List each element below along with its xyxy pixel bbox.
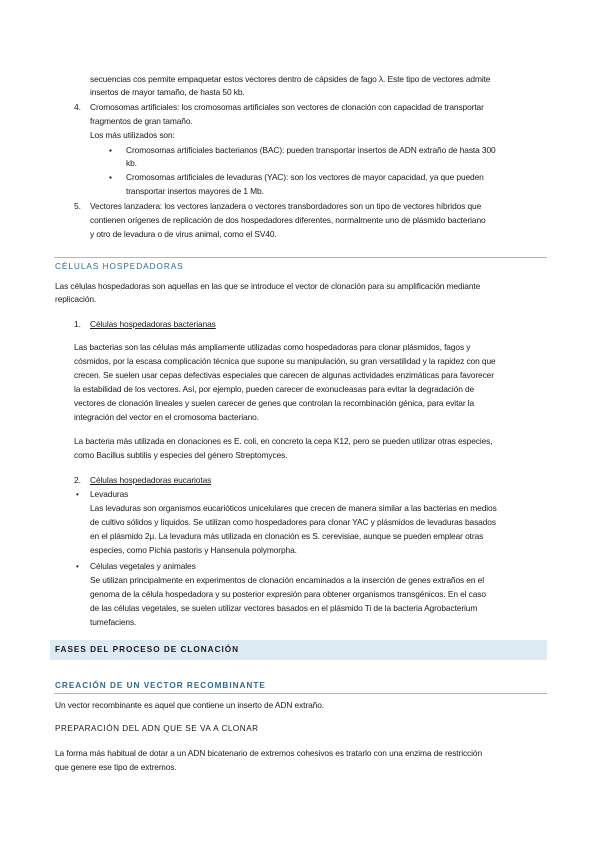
text-line: fragmentos de gran tamaño. xyxy=(90,116,193,126)
round-bullet-icon: • xyxy=(76,562,79,571)
text-line: kb. xyxy=(126,158,137,168)
text-line: Cromosomas artificiales: los cromosomas artificiales son vectores de clonación con capacidad de transportar xyxy=(90,102,484,112)
text-line: Las bacterias son las células más ampliamente utilizadas como hospedadoras para clonar plásmidos, fagos y xyxy=(74,342,471,352)
list-number: 2. xyxy=(74,475,81,485)
subsection-title: PREPARACIÓN DEL ADN QUE SE VA A CLONAR xyxy=(55,724,259,733)
text-line: integración del vector en el cromosoma bacteriano. xyxy=(74,412,259,422)
text-line: la estabilidad de los vectores. Así, por ejemplo, pueden carecer de exonucleasas para evitar la degradación de xyxy=(74,384,475,394)
square-bullet-icon: ▪ xyxy=(109,146,112,155)
subsection-heading: Células hospedadoras bacterianas xyxy=(90,319,216,329)
text-line: crecen. Se suelen usar cepas defectivas especiales que carecen de algunas actividades enzimáticas para favorecer xyxy=(74,370,494,380)
text-line: insertos de mayor tamaño, de hasta 50 kb. xyxy=(90,87,245,97)
text-line: especies, como Pichia pastoris y Hansenula polymorpha. xyxy=(90,545,297,555)
round-bullet-icon: • xyxy=(76,490,79,499)
text-line: en el plásmido 2μ. La levadura más utilizada en clonación es S. cerevisiae, aunque se pueden emplear otras xyxy=(90,531,484,541)
text-line: Cromosomas artificiales de levaduras (YAC): son los vectores de mayor capacidad, ya que pueden xyxy=(126,172,484,182)
square-bullet-icon: ▪ xyxy=(109,173,112,182)
text-line: contienen orígenes de replicación de dos hospedadores diferentes, normalmente uno de plásmido bacteriano xyxy=(90,215,486,225)
text-line: de las células vegetales, se suelen utilizar vectores basados en el plásmido Ti de la bacteria Agrobacterium xyxy=(90,603,478,613)
subsection-title: CREACIÓN DE UN VECTOR RECOMBINANTE xyxy=(55,681,266,690)
text-line: Los más utilizados son: xyxy=(90,130,175,140)
list-number: 4. xyxy=(74,102,81,112)
subsection-heading: Células hospedadoras eucariotas xyxy=(90,475,212,485)
text-line: Las levaduras son organismos eucarióticos unicelulares que crecen de manera similar a las bacterias en medios xyxy=(90,503,497,513)
text-line: secuencias cos permite empaquetar estos vectores dentro de cápsides de fago λ. Este tipo de vectores admite xyxy=(90,74,491,84)
text-line: Vectores lanzadera: los vectores lanzadera o vectores transbordadores son un tipo de vectores híbridos que xyxy=(90,201,482,211)
text-line: replicación. xyxy=(55,294,97,304)
text-line: vectores de clonación lineales y suelen carecer de genes que controlan la recombinación génica, para evitar la xyxy=(74,398,475,408)
text-line: Un vector recombinante es aquel que contiene un inserto de ADN extraño. xyxy=(55,700,324,710)
text-line: Las células hospedadoras son aquellas en las que se introduce el vector de clonación para su amplificación mediante xyxy=(55,281,481,291)
text-line: La forma más habitual de dotar a un ADN bicatenario de extremos cohesivos es tratarlo con una enzima de restricción xyxy=(55,748,483,758)
list-item-title: Levaduras xyxy=(90,489,129,499)
text-line: de cultivo sólidos y líquidos. Se utilizan como hospedadores para clonar YAC y plásmidos de levaduras basados xyxy=(90,517,496,527)
text-line: que genere ese tipo de extremos. xyxy=(55,762,177,772)
text-line: La bacteria más utilizada en clonaciones es E. coli, en concreto la cepa K12, pero se pueden utilizar otras especies, xyxy=(74,436,493,446)
text-line: Se utilizan principalmente en experimentos de clonación encaminados a la inserción de genes extraños en el xyxy=(90,575,484,585)
list-item-title: Células vegetales y animales xyxy=(90,561,196,571)
text-line: Cromosomas artificiales bacterianos (BAC): pueden transportar insertos de ADN extraño de hasta 300 xyxy=(126,145,496,155)
text-line: como Bacillus subtilis y especies del género Streptomyces. xyxy=(74,450,288,460)
text-line: tumefaciens. xyxy=(90,617,137,627)
section-title: CÉLULAS HOSPEDADORAS xyxy=(55,262,184,271)
text-line: cósmidos, por la escasa complicación técnica que supone su manipulación, su gran versatilidad y la rapidez con que xyxy=(74,356,496,366)
section-divider xyxy=(54,257,547,258)
text-line: y otro de levadura o de virus animal, como el SV40. xyxy=(90,229,277,239)
list-number: 5. xyxy=(74,201,81,211)
text-line: transportar insertos mayores de 1 Mb. xyxy=(126,186,264,196)
list-number: 1. xyxy=(74,319,81,329)
section-divider xyxy=(54,693,547,694)
section-title: FASES DEL PROCESO DE CLONACIÓN xyxy=(55,645,240,654)
text-line: genoma de la célula hospedadora y su posterior expresión para obtener organismos transgénicos. En el caso xyxy=(90,589,486,599)
